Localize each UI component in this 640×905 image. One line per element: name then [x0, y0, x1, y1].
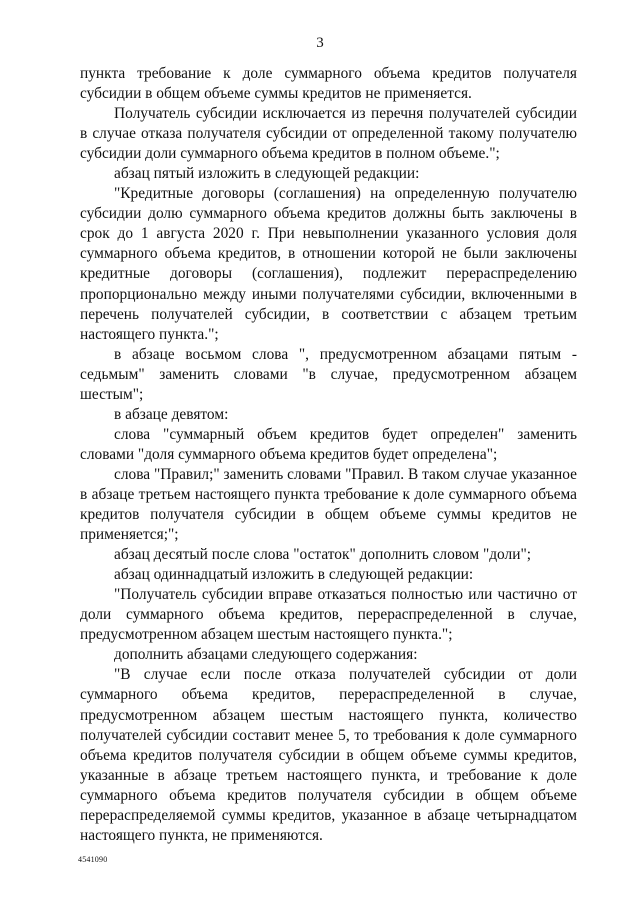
document-body — [80, 64, 577, 846]
paragraph-5: в абзаце восьмом слова ", предусмотренном абзацами пятым - седьмым" заменить словами "в случае, предусмотренном абзацем шестым"; — [80, 345, 577, 403]
paragraph-3: абзац пятый изложить в следующей редакции: — [114, 165, 420, 183]
page-number: 3 — [316, 35, 324, 51]
paragraph-10: абзац одиннадцатый изложить в следующей редакции: — [114, 566, 474, 584]
paragraph-6: в абзаце девятом: — [114, 405, 229, 423]
paragraph-4: "Кредитные договоры (соглашения) на определенную получателю субсидии долю суммарного объема кредитов должны быть заключены в срок до 1 августа 2020 г. При невыполнении указанного условия доля суммарного объема кредитов, в отношении которой не были заключены кредитные договоры (соглашения), подлежит перераспределению пропорционально между иными получателями субсидии, включенными в перечень получателей субсидии, в соответствии с абзацем третьим настоящего пункта."; — [80, 185, 577, 343]
paragraph-9: абзац десятый после слова "остаток" дополнить словом "доли"; — [114, 546, 532, 564]
paragraph-13: "В случае если после отказа получателей субсидии от доли суммарного объема кредитов, перераспределенной в случае, предусмотренном абзацем шестым настоящего пункта, количество получателей субсидии составит менее 5, то требования к доле суммарного объема кредитов получателя субсидии в общем объеме суммы кредитов, указанные в абзаце третьем настоящего пункта, и требование к доле суммарного объема кредитов получателя субсидии в общем объеме перераспределяемой суммы кредитов, указанное в абзаце четырнадцатом настоящего пункта, не применяются. — [80, 666, 577, 844]
paragraph-1: пункта требование к доле суммарного объема кредитов получателя субсидии в общем объеме суммы кредитов не применяется. — [80, 65, 577, 103]
paragraph-7: слова "суммарный объем кредитов будет определен" заменить словами "доля суммарного объема кредитов будет определена"; — [80, 425, 577, 463]
paragraph-8: слова "Правил;" заменить словами "Правил. В таком случае указанное в абзаце третьем настоящего пункта требование к доле суммарного объема кредитов получателя субсидии в общем объеме суммы кредитов не применяется;"; — [80, 465, 577, 544]
paragraph-12: дополнить абзацами следующего содержания: — [114, 646, 418, 664]
document-code: 4541090 — [78, 855, 108, 864]
paragraph-2: Получатель субсидии исключается из перечня получателей субсидии в случае отказа получателя субсидии от определенной такому получателю субсидии доли суммарного объема кредитов в полном объеме."; — [80, 105, 577, 163]
paragraph-11: "Получатель субсидии вправе отказаться полностью или частично от доли суммарного объема кредитов, перераспределенной в случае, предусмотренном абзацем шестым настоящего пункта."; — [80, 586, 577, 644]
